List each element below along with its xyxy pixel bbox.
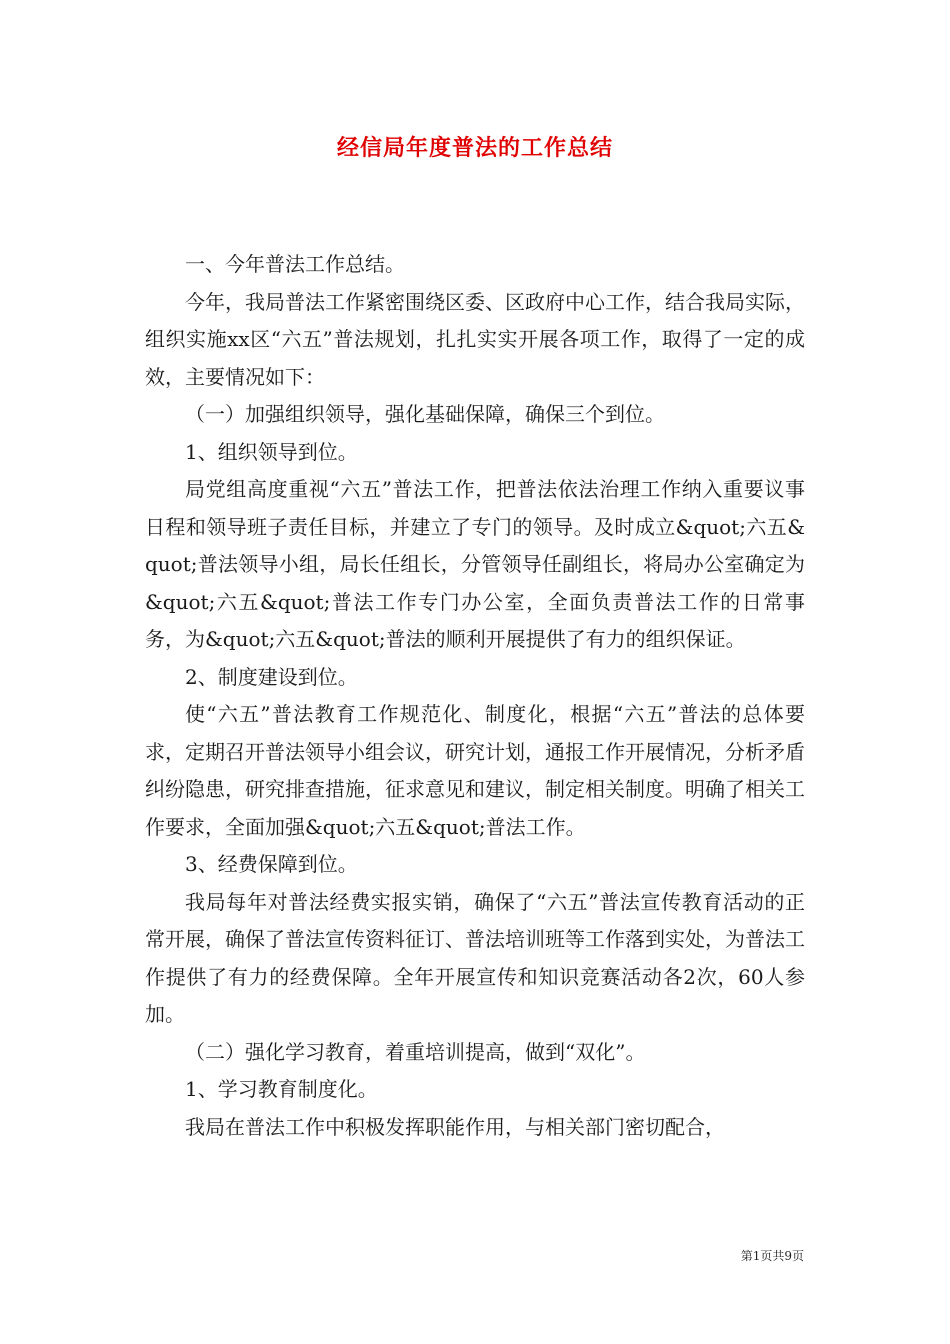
item-heading: 1、组织领导到位。	[185, 439, 358, 464]
section-heading: 一、今年普法工作总结。	[185, 252, 405, 276]
subsection-heading: （一）加强组织领导，强化基础保障，确保三个到位。	[185, 402, 665, 426]
subsection-heading: （二）强化学习教育，着重培训提高，做到“双化”。	[185, 1039, 646, 1064]
paragraph: 我局每年对普法经费实报实销，确保了“六五”普法宣传教育活动的正常开展，确保了普法宣传资料征订、普法培训班等工作落到实处，为普法工作提供了有力的经费保障。全年开展宣传和知识竞赛活动各2次，60人参加。	[145, 889, 805, 1026]
paragraph: 今年，我局普法工作紧密围绕区委、区政府中心工作，结合我局实际，组织实施xx区“六五”普法规划，扎扎实实开展各项工作，取得了一定的成效，主要情况如下：	[145, 289, 805, 389]
paragraph: 我局在普法工作中积极发挥职能作用，与相关部门密切配合，	[185, 1114, 725, 1139]
paragraph: 局党组高度重视“六五”普法工作，把普法依法治理工作纳入重要议事日程和领导班子责任目标，并建立了专门的领导。及时成立&quot;六五&quot;普法领导小组，局长任组长，分管领导任副组长，将局办公室确定为&quot;六五&quot;普法工作专门办公室，全面负责普法工作的日常事务，为&quot;六五&quot;普法的顺利开展提供了有力的组织保证。	[145, 477, 805, 651]
item-heading: 3、经费保障到位。	[185, 852, 358, 876]
item-heading: 2、制度建设到位。	[185, 664, 358, 689]
paragraph: 使“六五”普法教育工作规范化、制度化，根据“六五”普法的总体要求，定期召开普法领导小组会议，研究计划，通报工作开展情况，分析矛盾纠纷隐患，研究排查措施，征求意见和建议，制定相关制度。明确了相关工作要求，全面加强&quot;六五&quot;普法工作。	[145, 702, 805, 839]
page-number: 第1页共9页	[740, 1249, 804, 1263]
document-title: 经信局年度普法的工作总结	[336, 136, 613, 161]
document-body	[145, 246, 805, 1146]
item-heading: 1、学习教育制度化。	[185, 1077, 378, 1101]
